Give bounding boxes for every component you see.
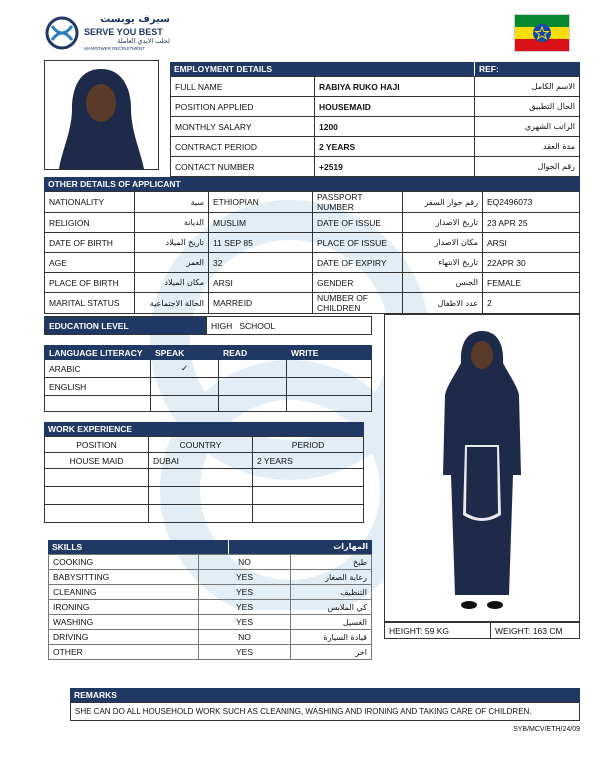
skill-name: WASHING bbox=[49, 615, 199, 630]
row-label-ar: الاسم الكامل bbox=[475, 77, 580, 97]
language-name: ARABIC bbox=[45, 360, 151, 378]
details-row bbox=[45, 293, 580, 314]
work-position: HOUSE MAID bbox=[45, 453, 149, 469]
skill-name-ar: الغسيل bbox=[291, 615, 372, 630]
skill-value: YES bbox=[199, 570, 291, 585]
detail-label: NATIONALITY bbox=[45, 192, 135, 213]
work-period bbox=[253, 487, 364, 505]
employment-details bbox=[170, 62, 580, 177]
skill-name: DRIVING bbox=[49, 630, 199, 645]
contract-value: 2 YEARS bbox=[315, 137, 475, 157]
write-cell bbox=[287, 360, 372, 378]
speak-header: SPEAK bbox=[151, 346, 219, 360]
row-label: FULL NAME bbox=[171, 77, 315, 97]
skill-name-ar: رعاية الصغار bbox=[291, 570, 372, 585]
detail-label: RELIGION bbox=[45, 213, 135, 233]
skill-row bbox=[49, 630, 372, 645]
detail-label-ar: سية bbox=[135, 192, 209, 213]
language-header: LANGUAGE LITERACY bbox=[45, 346, 151, 360]
skill-name: OTHER bbox=[49, 645, 199, 660]
work-columns-row bbox=[45, 437, 364, 453]
height-value: HEIGHT: 59 KG bbox=[385, 623, 491, 639]
detail-label-ar: عدد الاطفال bbox=[403, 293, 483, 314]
full-body-photo bbox=[384, 314, 580, 622]
skill-row bbox=[49, 585, 372, 600]
flag-emblem-icon bbox=[533, 24, 551, 42]
period-column: PERIOD bbox=[253, 437, 364, 453]
row-label-ar: الراتب الشهري bbox=[475, 117, 580, 137]
work-country bbox=[149, 505, 253, 523]
write-cell bbox=[287, 396, 372, 412]
work-country bbox=[149, 487, 253, 505]
detail-label-ar: رقم جواز السفر bbox=[403, 192, 483, 213]
row-label: MONTHLY SALARY bbox=[171, 117, 315, 137]
detail-label: PLACE OF ISSUE bbox=[313, 233, 403, 253]
skill-name-ar: التنظيف bbox=[291, 585, 372, 600]
speak-cell bbox=[151, 378, 219, 396]
detail-label: DATE OF BIRTH bbox=[45, 233, 135, 253]
language-row bbox=[45, 396, 372, 412]
remarks-section bbox=[70, 688, 580, 733]
skill-value: YES bbox=[199, 645, 291, 660]
detail-label-ar: مكان الاصدار bbox=[403, 233, 483, 253]
speak-cell bbox=[151, 396, 219, 412]
details-row bbox=[45, 192, 580, 213]
skills-header-ar: المهارات bbox=[228, 540, 372, 554]
skill-value: YES bbox=[199, 585, 291, 600]
work-row bbox=[45, 487, 364, 505]
detail-label: GENDER bbox=[313, 273, 403, 293]
skill-name: CLEANING bbox=[49, 585, 199, 600]
measurements-table bbox=[384, 622, 580, 639]
portrait-photo bbox=[44, 60, 159, 170]
detail-label-ar: مكان الميلاد bbox=[135, 273, 209, 293]
skill-name-ar: اخر bbox=[291, 645, 372, 660]
work-row bbox=[45, 505, 364, 523]
read-header: READ bbox=[219, 346, 287, 360]
detail-value: ETHIOPIAN bbox=[209, 192, 313, 213]
skill-value: YES bbox=[199, 600, 291, 615]
logo-knot-icon bbox=[44, 14, 80, 52]
read-cell bbox=[219, 360, 287, 378]
read-cell bbox=[219, 378, 287, 396]
work-row bbox=[45, 453, 364, 469]
detail-label-ar: الجنس bbox=[403, 273, 483, 293]
skill-name-ar: طبخ bbox=[291, 555, 372, 570]
detail-label: NUMBER OF CHILDREN bbox=[313, 293, 403, 314]
row-label: CONTACT NUMBER bbox=[171, 157, 315, 177]
employment-row bbox=[171, 117, 580, 137]
work-position bbox=[45, 469, 149, 487]
check-icon: ✓ bbox=[151, 360, 219, 378]
detail-label: PASSPORT NUMBER bbox=[313, 192, 403, 213]
detail-label-ar: تاريخ الميلاد bbox=[135, 233, 209, 253]
skill-name-ar: قيادة السيارة bbox=[291, 630, 372, 645]
employment-row bbox=[171, 77, 580, 97]
work-experience bbox=[44, 422, 364, 523]
skill-row bbox=[49, 645, 372, 660]
skill-name-ar: كي الملابس bbox=[291, 600, 372, 615]
skill-name: BABYSITTING bbox=[49, 570, 199, 585]
work-period: 2 YEARS bbox=[253, 453, 364, 469]
detail-label-ar: العمر bbox=[135, 253, 209, 273]
employment-header: EMPLOYMENT DETAILS bbox=[170, 62, 474, 76]
skill-row bbox=[49, 555, 372, 570]
details-row bbox=[45, 213, 580, 233]
employment-row bbox=[171, 97, 580, 117]
detail-label-ar: الديانة bbox=[135, 213, 209, 233]
row-label: CONTRACT PERIOD bbox=[171, 137, 315, 157]
language-name bbox=[45, 396, 151, 412]
work-period bbox=[253, 505, 364, 523]
detail-label: MARITAL STATUS bbox=[45, 293, 135, 314]
skill-row bbox=[49, 570, 372, 585]
company-logo bbox=[44, 14, 174, 56]
skill-name: IRONING bbox=[49, 600, 199, 615]
detail-value: ARSI bbox=[209, 273, 313, 293]
detail-value: 2 bbox=[483, 293, 580, 314]
language-row bbox=[45, 360, 372, 378]
brand-arabic-sub: لجلب الايدي العاملة bbox=[117, 37, 170, 45]
row-label-ar: الحال التطبيق bbox=[475, 97, 580, 117]
detail-value: MUSLIM bbox=[209, 213, 313, 233]
employment-row bbox=[171, 157, 580, 177]
detail-label-ar: الحالة الاجتماعية bbox=[135, 293, 209, 314]
details-row bbox=[45, 273, 580, 293]
position-column: POSITION bbox=[45, 437, 149, 453]
employment-row bbox=[171, 137, 580, 157]
work-experience-header: WORK EXPERIENCE bbox=[44, 422, 364, 436]
language-name: ENGLISH bbox=[45, 378, 151, 396]
work-country: DUBAI bbox=[149, 453, 253, 469]
detail-label: DATE OF EXPIRY bbox=[313, 253, 403, 273]
work-position bbox=[45, 505, 149, 523]
detail-value: MARREID bbox=[209, 293, 313, 314]
skill-value: YES bbox=[199, 615, 291, 630]
position-value: HOUSEMAID bbox=[315, 97, 475, 117]
work-period bbox=[253, 469, 364, 487]
contact-value: +2519 bbox=[315, 157, 475, 177]
remarks-text: SHE CAN DO ALL HOUSEHOLD WORK SUCH AS CLEANING, WASHING AND IRONING AND TAKING CARE OF CHILDREN. bbox=[71, 703, 580, 721]
full-name-value: RABIYA RUKO HAJI bbox=[315, 77, 475, 97]
country-column: COUNTRY bbox=[149, 437, 253, 453]
detail-value: ARSI bbox=[483, 233, 580, 253]
detail-label-ar: تاريخ الانتهاء bbox=[403, 253, 483, 273]
skills-header: SKILLS bbox=[48, 540, 228, 554]
detail-value: FEMALE bbox=[483, 273, 580, 293]
remarks-header: REMARKS bbox=[70, 688, 580, 702]
detail-label-ar: تاريخ الاصدار bbox=[403, 213, 483, 233]
passport-number-value: EQ2496073 bbox=[483, 192, 580, 213]
ref-label: REF: bbox=[474, 62, 580, 76]
detail-value: 11 SEP 85 bbox=[209, 233, 313, 253]
other-details-header: OTHER DETAILS OF APPLICANT bbox=[44, 177, 580, 191]
education-label: EDUCATION LEVEL bbox=[45, 317, 207, 335]
skills-section bbox=[48, 540, 372, 660]
education-table bbox=[44, 316, 372, 335]
work-row bbox=[45, 469, 364, 487]
language-row bbox=[45, 378, 372, 396]
row-label: POSITION APPLIED bbox=[171, 97, 315, 117]
write-header: WRITE bbox=[287, 346, 372, 360]
skill-name: COOKING bbox=[49, 555, 199, 570]
details-row bbox=[45, 233, 580, 253]
detail-value: 32 bbox=[209, 253, 313, 273]
weight-value: WEIGHT: 163 CM bbox=[491, 623, 580, 639]
brand-name: SERVE YOU BEST bbox=[84, 27, 163, 37]
footer-code: SYB/MCV/ETH/24/09 bbox=[513, 726, 580, 733]
skill-row bbox=[49, 600, 372, 615]
detail-label: PLACE OF BIRTH bbox=[45, 273, 135, 293]
detail-value: 22APR 30 bbox=[483, 253, 580, 273]
detail-value: 23 APR 25 bbox=[483, 213, 580, 233]
language-header-row bbox=[45, 346, 372, 360]
brand-sub: MANPOWER RECRUITMENT bbox=[84, 46, 145, 51]
skill-value: NO bbox=[199, 555, 291, 570]
detail-label: DATE OF ISSUE bbox=[313, 213, 403, 233]
read-cell bbox=[219, 396, 287, 412]
row-label-ar: مدة العقد bbox=[475, 137, 580, 157]
work-position bbox=[45, 487, 149, 505]
skill-row bbox=[49, 615, 372, 630]
skill-value: NO bbox=[199, 630, 291, 645]
other-details bbox=[44, 177, 580, 314]
row-label-ar: رقم الجوال bbox=[475, 157, 580, 177]
education-value: HIGH SCHOOL bbox=[207, 317, 372, 335]
work-country bbox=[149, 469, 253, 487]
brand-arabic: سيرف يوبست bbox=[100, 14, 170, 25]
details-row bbox=[45, 253, 580, 273]
detail-label: AGE bbox=[45, 253, 135, 273]
language-table bbox=[44, 345, 372, 412]
salary-value: 1200 bbox=[315, 117, 475, 137]
write-cell bbox=[287, 378, 372, 396]
